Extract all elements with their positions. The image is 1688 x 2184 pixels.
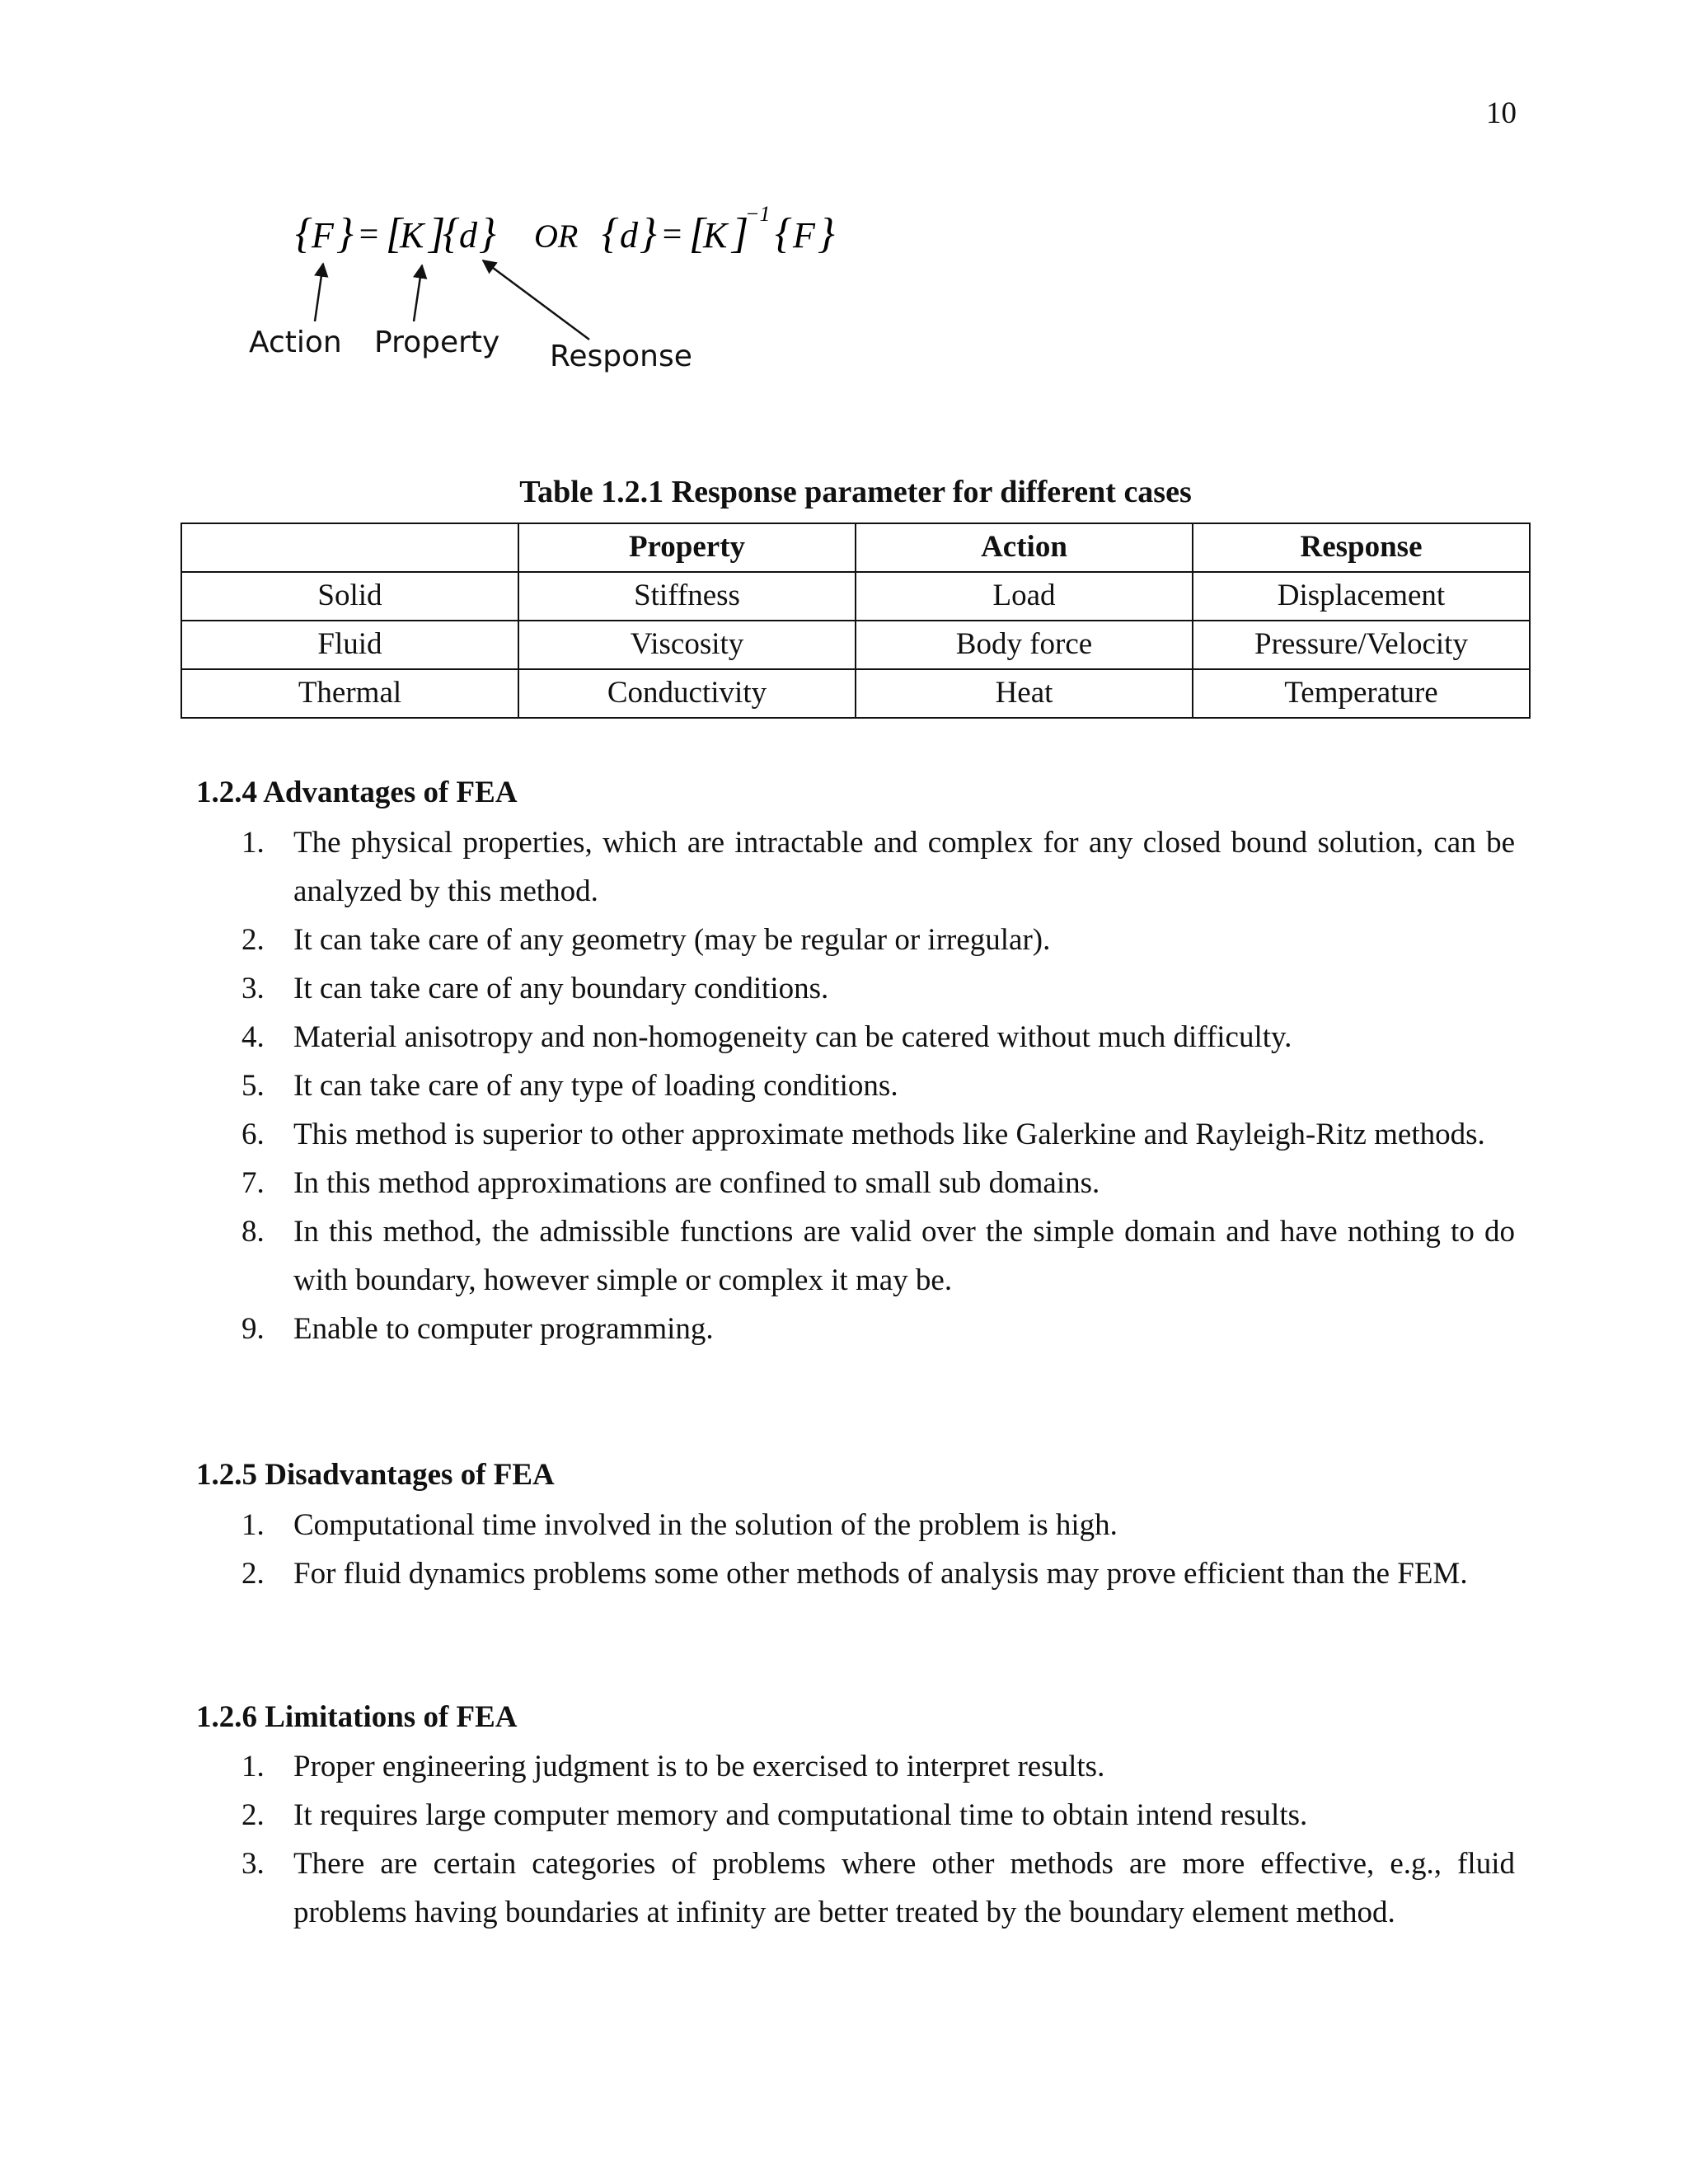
or-text: OR [534,218,579,255]
table-cell: Load [856,572,1193,621]
disadvantages-list [196,1501,1515,1598]
svg-text:K: K [400,215,424,255]
section-title-limitations: 1.2.6 Limitations of FEA [196,1700,518,1734]
table-header-cell: Action [856,523,1193,572]
svg-text:{: { [443,210,460,257]
equation-left [295,210,496,257]
svg-text:]: ] [429,210,446,257]
table-row [181,572,1530,621]
table-cell: Fluid [181,621,518,669]
svg-text:}: } [336,210,354,257]
svg-text:F: F [793,215,815,255]
list-item: 6. This method is superior to other approximate methods like Galerkine and Rayleigh-Ritz methods. [241,1118,1485,1151]
svg-text:−1: −1 [745,202,771,226]
advantages-list [196,818,1515,1353]
table-cell: Solid [181,572,518,621]
equation-figure [239,181,898,396]
list-item: 3. There are certain categories of problems where other methods are more effective, e.g., fluid problems having boundaries at infinity are better treated by the boundary element method. [241,1847,1515,1929]
list-item: 1. Computational time involved in the solution of the problem is high. [241,1508,1118,1542]
svg-text:}: } [640,210,657,257]
svg-text:[: [ [386,210,403,257]
svg-text:}: } [818,210,835,257]
svg-text:d: d [620,215,638,255]
table-cell: Stiffness [518,572,856,621]
list-item: 2. It requires large computer memory and computational time to obtain intend results. [241,1798,1308,1832]
table-header-cell: Property [518,523,856,572]
table-header-cell [181,523,518,572]
svg-text:{: { [602,210,619,257]
svg-text:[: [ [689,210,706,257]
list-item: 3. It can take care of any boundary conditions. [241,972,829,1005]
table-cell: Viscosity [518,621,856,669]
table-header-cell: Response [1193,523,1530,572]
svg-text:]: ] [732,210,749,257]
table-cell: Displacement [1193,572,1530,621]
table-cell: Body force [856,621,1193,669]
svg-text:F: F [312,215,334,255]
list-item: 4. Material anisotropy and non-homogeneity can be catered without much difficulty. [241,1020,1292,1054]
response-table [181,523,1531,719]
svg-text:d: d [459,215,477,255]
section-title-advantages: 1.2.4 Advantages of FEA [196,776,518,809]
table-cell: Thermal [181,669,518,718]
svg-text:{: { [775,210,792,257]
svg-text:{: { [295,210,312,257]
list-item: 2. For fluid dynamics problems some other methods of analysis may prove efficient than the FEM. [241,1557,1468,1591]
list-item: 1. The physical properties, which are intractable and complex for any closed bound solution, can be analyzed by this method. [241,826,1515,908]
list-item: 8. In this method, the admissible functions are valid over the simple domain and have nothing to do with boundary, however simple or complex it may be. [241,1215,1515,1297]
list-item: 1. Proper engineering judgment is to be exercised to interpret results. [241,1750,1105,1783]
svg-text:K: K [703,215,728,255]
action-arrow [315,264,323,321]
table-cell: Temperature [1193,669,1530,718]
table-row [181,669,1530,718]
equation-right [602,202,835,257]
svg-text:=: = [660,216,684,254]
list-item: 2. It can take care of any geometry (may be regular or irregular). [241,923,1051,957]
list-item: 9. Enable to computer programming. [241,1312,714,1346]
table-row [181,621,1530,669]
list-item: 5. It can take care of any type of loading conditions. [241,1069,898,1103]
list-item: 7. In this method approximations are confined to small sub domains. [241,1166,1100,1200]
table-cell: Conductivity [518,669,856,718]
table-cell: Pressure/Velocity [1193,621,1530,669]
svg-text:=: = [357,216,381,254]
limitations-list [196,1742,1515,1937]
table-cell: Heat [856,669,1193,718]
page-number: 10 [1486,96,1517,130]
table-header-row [181,523,1530,572]
property-label: Property [374,326,500,359]
section-title-disadvantages: 1.2.5 Disadvantages of FEA [196,1458,555,1492]
table-caption: Table 1.2.1 Response parameter for different cases [519,475,1192,509]
response-label: Response [550,340,692,373]
property-arrow [414,265,422,321]
svg-text:}: } [479,210,496,257]
action-label: Action [249,326,342,359]
